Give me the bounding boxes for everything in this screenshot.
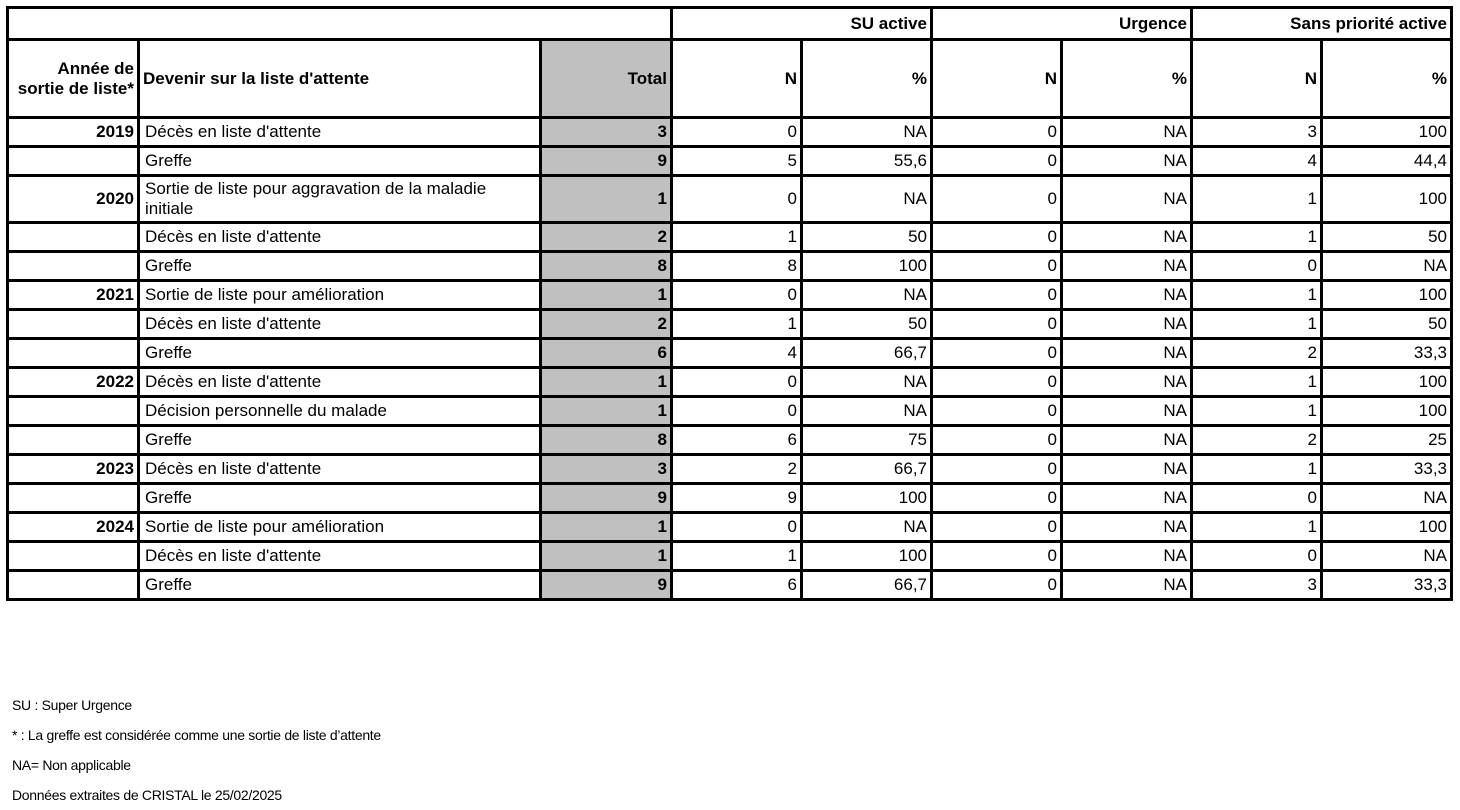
cell-urg-n: 0 [932, 513, 1062, 542]
cell-sp-n: 3 [1192, 571, 1322, 600]
group-header-su-active: SU active [672, 8, 932, 40]
group-header-sans-priorite: Sans priorité active [1192, 8, 1452, 40]
cell-year [8, 339, 139, 368]
cell-urg-pct: NA [1062, 176, 1192, 223]
cell-urg-pct: NA [1062, 339, 1192, 368]
header-year: Année de sortie de liste* [8, 40, 139, 118]
cell-sp-pct: NA [1322, 252, 1452, 281]
cell-sp-pct: 100 [1322, 281, 1452, 310]
footnote-line: SU : Super Urgence [12, 697, 132, 713]
cell-su-pct: 50 [802, 223, 932, 252]
group-header-blank [8, 8, 672, 40]
cell-total: 6 [541, 339, 672, 368]
cell-sp-n: 1 [1192, 397, 1322, 426]
cell-devenir: Greffe [139, 484, 541, 513]
cell-sp-n: 1 [1192, 513, 1322, 542]
cell-urg-pct: NA [1062, 118, 1192, 147]
cell-devenir: Greffe [139, 426, 541, 455]
cell-su-pct: NA [802, 281, 932, 310]
cell-sp-n: 0 [1192, 252, 1322, 281]
cell-year: 2020 [8, 176, 139, 223]
cell-sp-pct: 44,4 [1322, 147, 1452, 176]
cell-su-pct: 100 [802, 542, 932, 571]
cell-total: 1 [541, 176, 672, 223]
cell-total: 1 [541, 542, 672, 571]
cell-total: 1 [541, 513, 672, 542]
cell-year [8, 223, 139, 252]
cell-devenir: Greffe [139, 571, 541, 600]
cell-su-n: 4 [672, 339, 802, 368]
cell-su-pct: 66,7 [802, 571, 932, 600]
cell-devenir: Décès en liste d'attente [139, 310, 541, 339]
cell-urg-pct: NA [1062, 571, 1192, 600]
cell-urg-pct: NA [1062, 368, 1192, 397]
cell-sp-pct: 50 [1322, 310, 1452, 339]
cell-devenir: Décès en liste d'attente [139, 223, 541, 252]
column-header-row [8, 40, 1452, 118]
cell-sp-pct: 25 [1322, 426, 1452, 455]
footnote-line: Données extraites de CRISTAL le 25/02/2025 [12, 787, 282, 803]
cell-su-pct: NA [802, 118, 932, 147]
cell-year: 2021 [8, 281, 139, 310]
cell-sp-pct: 33,3 [1322, 339, 1452, 368]
cell-su-n: 1 [672, 223, 802, 252]
table-row [8, 310, 1452, 339]
cell-sp-n: 4 [1192, 147, 1322, 176]
cell-devenir: Décision personnelle du malade [139, 397, 541, 426]
cell-devenir: Décès en liste d'attente [139, 455, 541, 484]
cell-urg-n: 0 [932, 176, 1062, 223]
table-row [8, 147, 1452, 176]
cell-sp-n: 1 [1192, 310, 1322, 339]
cell-total: 1 [541, 368, 672, 397]
cell-urg-pct: NA [1062, 252, 1192, 281]
cell-year [8, 310, 139, 339]
cell-su-n: 0 [672, 176, 802, 223]
cell-devenir: Greffe [139, 339, 541, 368]
cell-su-n: 0 [672, 118, 802, 147]
cell-urg-pct: NA [1062, 426, 1192, 455]
cell-su-pct: 66,7 [802, 455, 932, 484]
cell-total: 1 [541, 397, 672, 426]
table-row [8, 223, 1452, 252]
cell-urg-n: 0 [932, 368, 1062, 397]
table-row [8, 571, 1452, 600]
group-header-urgence: Urgence [932, 8, 1192, 40]
cell-su-n: 6 [672, 426, 802, 455]
cell-sp-n: 1 [1192, 281, 1322, 310]
cell-devenir: Greffe [139, 252, 541, 281]
cell-sp-n: 0 [1192, 542, 1322, 571]
cell-urg-pct: NA [1062, 147, 1192, 176]
cell-urg-pct: NA [1062, 223, 1192, 252]
cell-year: 2023 [8, 455, 139, 484]
cell-su-pct: NA [802, 513, 932, 542]
cell-urg-n: 0 [932, 455, 1062, 484]
table-row [8, 426, 1452, 455]
cell-year: 2022 [8, 368, 139, 397]
cell-urg-pct: NA [1062, 455, 1192, 484]
cell-urg-n: 0 [932, 223, 1062, 252]
cell-su-n: 9 [672, 484, 802, 513]
header-devenir: Devenir sur la liste d'attente [139, 40, 541, 118]
cell-su-n: 1 [672, 310, 802, 339]
cell-year [8, 571, 139, 600]
cell-sp-pct: NA [1322, 484, 1452, 513]
cell-sp-pct: 100 [1322, 368, 1452, 397]
cell-urg-pct: NA [1062, 513, 1192, 542]
cell-urg-n: 0 [932, 571, 1062, 600]
cell-su-n: 0 [672, 397, 802, 426]
cell-year: 2019 [8, 118, 139, 147]
cell-su-pct: 55,6 [802, 147, 932, 176]
table-row [8, 118, 1452, 147]
cell-urg-n: 0 [932, 252, 1062, 281]
cell-total: 8 [541, 426, 672, 455]
cell-urg-n: 0 [932, 426, 1062, 455]
cell-year [8, 147, 139, 176]
cell-su-n: 0 [672, 281, 802, 310]
cell-sp-pct: NA [1322, 542, 1452, 571]
cell-su-pct: 100 [802, 252, 932, 281]
cell-urg-n: 0 [932, 339, 1062, 368]
cell-year [8, 397, 139, 426]
cell-sp-pct: 100 [1322, 118, 1452, 147]
cell-year: 2024 [8, 513, 139, 542]
cell-su-pct: 75 [802, 426, 932, 455]
cell-su-n: 6 [672, 571, 802, 600]
cell-su-pct: NA [802, 397, 932, 426]
cell-year [8, 542, 139, 571]
header-urg-pct: % [1062, 40, 1192, 118]
table-row [8, 176, 1452, 223]
cell-su-n: 2 [672, 455, 802, 484]
header-urg-n: N [932, 40, 1062, 118]
cell-urg-n: 0 [932, 310, 1062, 339]
cell-devenir: Sortie de liste pour amélioration [139, 281, 541, 310]
table-row [8, 339, 1452, 368]
header-total: Total [541, 40, 672, 118]
cell-su-n: 1 [672, 542, 802, 571]
cell-su-pct: 66,7 [802, 339, 932, 368]
cell-su-pct: 100 [802, 484, 932, 513]
cell-urg-n: 0 [932, 542, 1062, 571]
cell-total: 8 [541, 252, 672, 281]
cell-sp-pct: 33,3 [1322, 571, 1452, 600]
cell-urg-n: 0 [932, 484, 1062, 513]
cell-urg-pct: NA [1062, 542, 1192, 571]
cell-total: 9 [541, 484, 672, 513]
cell-sp-n: 1 [1192, 223, 1322, 252]
cell-devenir: Sortie de liste pour aggravation de la maladie initiale [139, 176, 541, 223]
cell-su-n: 5 [672, 147, 802, 176]
group-header-row [8, 8, 1452, 40]
cell-total: 2 [541, 310, 672, 339]
cell-total: 9 [541, 571, 672, 600]
cell-sp-n: 1 [1192, 176, 1322, 223]
cell-su-n: 0 [672, 368, 802, 397]
cell-sp-n: 1 [1192, 368, 1322, 397]
header-su-pct: % [802, 40, 932, 118]
cell-devenir: Greffe [139, 147, 541, 176]
footnotes [12, 690, 381, 810]
cell-devenir: Décès en liste d'attente [139, 118, 541, 147]
cell-su-pct: 50 [802, 310, 932, 339]
cell-year [8, 484, 139, 513]
cell-urg-n: 0 [932, 118, 1062, 147]
cell-urg-pct: NA [1062, 310, 1192, 339]
table-row [8, 397, 1452, 426]
cell-sp-pct: 100 [1322, 176, 1452, 223]
cell-total: 1 [541, 281, 672, 310]
footnote-line: * : La greffe est considérée comme une sortie de liste d’attente [12, 727, 381, 743]
table-row [8, 542, 1452, 571]
cell-urg-n: 0 [932, 397, 1062, 426]
cell-urg-pct: NA [1062, 281, 1192, 310]
cell-sp-pct: 100 [1322, 397, 1452, 426]
header-sp-pct: % [1322, 40, 1452, 118]
cell-urg-n: 0 [932, 147, 1062, 176]
cell-urg-pct: NA [1062, 397, 1192, 426]
footnote-line: NA= Non applicable [12, 757, 131, 773]
cell-sp-n: 3 [1192, 118, 1322, 147]
cell-total: 3 [541, 118, 672, 147]
cell-urg-n: 0 [932, 281, 1062, 310]
cell-urg-pct: NA [1062, 484, 1192, 513]
cell-sp-pct: 50 [1322, 223, 1452, 252]
cell-sp-pct: 100 [1322, 513, 1452, 542]
cell-year [8, 252, 139, 281]
cell-year [8, 426, 139, 455]
table-row [8, 252, 1452, 281]
cell-devenir: Décès en liste d'attente [139, 368, 541, 397]
cell-su-n: 0 [672, 513, 802, 542]
cell-sp-n: 1 [1192, 455, 1322, 484]
table-row [8, 513, 1452, 542]
cell-sp-pct: 33,3 [1322, 455, 1452, 484]
cell-sp-n: 0 [1192, 484, 1322, 513]
cell-su-n: 8 [672, 252, 802, 281]
cell-su-pct: NA [802, 368, 932, 397]
table-row [8, 455, 1452, 484]
cell-devenir: Sortie de liste pour amélioration [139, 513, 541, 542]
cell-total: 2 [541, 223, 672, 252]
cell-total: 9 [541, 147, 672, 176]
header-sp-n: N [1192, 40, 1322, 118]
header-su-n: N [672, 40, 802, 118]
cell-devenir: Décès en liste d'attente [139, 542, 541, 571]
cell-su-pct: NA [802, 176, 932, 223]
cell-sp-n: 2 [1192, 426, 1322, 455]
table-row [8, 368, 1452, 397]
table-row [8, 484, 1452, 513]
table-row [8, 281, 1452, 310]
cell-total: 3 [541, 455, 672, 484]
waiting-list-table [6, 6, 1453, 601]
cell-sp-n: 2 [1192, 339, 1322, 368]
